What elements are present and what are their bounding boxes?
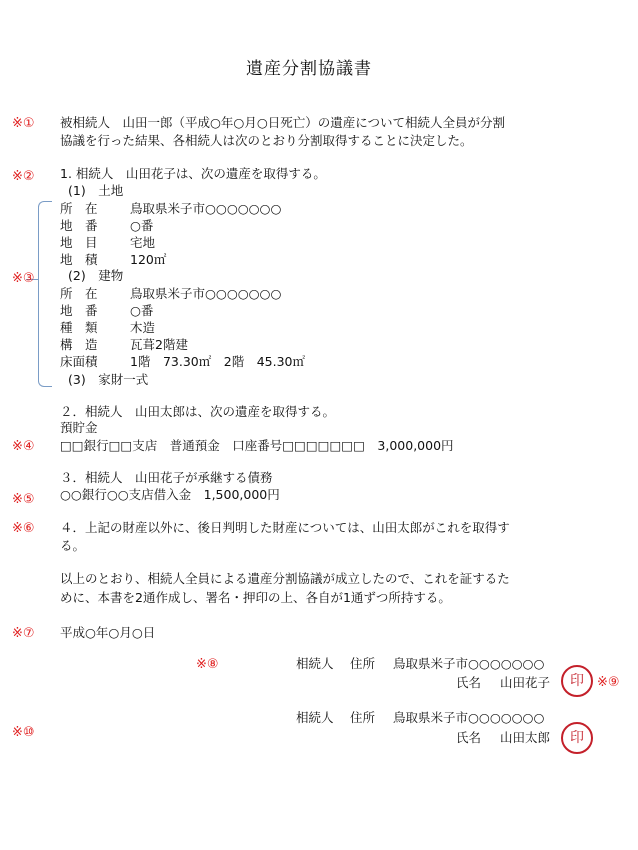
signature-1-name-label: 氏名: [456, 675, 482, 690]
land-category-label: 地 目: [60, 235, 98, 250]
building-location-value: 鳥取県米子市○○○○○○○: [130, 286, 282, 301]
marker-1: ※①: [12, 116, 35, 131]
land-location-value: 鳥取県米子市○○○○○○○: [130, 201, 282, 216]
signature-2-address-label: 住所: [350, 710, 376, 725]
building-structure-label: 構 造: [60, 337, 98, 352]
building-structure-value: 瓦葺2階建: [130, 337, 188, 352]
signature-2-role: 相続人: [296, 710, 334, 725]
building-number-value: ○番: [130, 303, 154, 318]
section2-account: □□銀行□□支店 普通預金 口座番号□□□□□□□ 3,000,000円: [60, 438, 454, 453]
section3-heading: ３．相続人 山田花子が承継する債務: [60, 470, 273, 485]
closing-line-2: めに、本書を2通作成し、署名・押印の上、各自が1通ずつ所持する。: [60, 590, 451, 605]
section1-heading: 1. 相続人 山田花子は、次の遺産を取得する。: [60, 166, 326, 181]
building-heading: (2) 建物: [68, 268, 124, 283]
section2-heading: ２．相続人 山田太郎は、次の遺産を取得する。: [60, 404, 336, 419]
marker-2: ※②: [12, 169, 35, 184]
marker-4: ※④: [12, 439, 35, 454]
intro-line-1: 被相続人 山田一郎（平成○年○月○日死亡）の遺産について相続人全員が分割: [60, 115, 505, 130]
signature-2-address: 鳥取県米子市○○○○○○○: [393, 710, 545, 725]
section2-label: 預貯金: [60, 420, 98, 435]
signature-1-address: 鳥取県米子市○○○○○○○: [393, 656, 545, 671]
intro-line-2: 協議を行った結果、各相続人は次のとおり分割取得することに決定した。: [60, 133, 473, 148]
document-date: 平成○年○月○日: [60, 625, 156, 640]
marker-10: ※⑩: [12, 725, 35, 740]
building-number-label: 地 番: [60, 303, 98, 318]
section4-line-1: ４．上記の財産以外に、後日判明した財産については、山田太郎がこれを取得す: [60, 520, 510, 535]
marker-3: ※③: [12, 271, 35, 286]
household-goods: (3) 家財一式: [68, 372, 149, 387]
signature-2-name: 山田太郎: [500, 730, 551, 745]
land-area-value: 120㎡: [130, 252, 167, 267]
building-floor-area-label: 床面積: [60, 354, 98, 369]
section4-line-2: る。: [60, 538, 86, 553]
land-area-label: 地 積: [60, 252, 98, 267]
marker-6: ※⑥: [12, 521, 35, 536]
land-heading: (1) 土地: [68, 183, 124, 198]
closing-line-1: 以上のとおり、相続人全員による遺産分割協議が成立したので、これを証するた: [60, 571, 510, 586]
section1-bracket: [38, 201, 52, 387]
document-title: 遺産分割協議書: [246, 59, 372, 79]
marker-7: ※⑦: [12, 626, 35, 641]
section3-loan: ○○銀行○○支店借入金 1,500,000円: [60, 487, 280, 502]
building-floor-area-value: 1階 73.30㎡ 2階 45.30㎡: [130, 354, 305, 369]
signature-1-role: 相続人: [296, 656, 334, 671]
seal-stamp-1: 印: [561, 665, 593, 697]
land-location-label: 所 在: [60, 201, 98, 216]
signature-1-address-label: 住所: [350, 656, 376, 671]
signature-2-name-label: 氏名: [456, 730, 482, 745]
building-type-label: 種 類: [60, 320, 98, 335]
land-lot-value: ○番: [130, 218, 154, 233]
seal-stamp-2: 印: [561, 722, 593, 754]
marker-9: ※⑨: [597, 675, 620, 690]
building-type-value: 木造: [130, 320, 156, 335]
marker-8: ※⑧: [196, 657, 219, 672]
land-lot-label: 地 番: [60, 218, 98, 233]
signature-1-name: 山田花子: [500, 675, 551, 690]
land-category-value: 宅地: [130, 235, 156, 250]
marker-5: ※⑤: [12, 492, 35, 507]
building-location-label: 所 在: [60, 286, 98, 301]
